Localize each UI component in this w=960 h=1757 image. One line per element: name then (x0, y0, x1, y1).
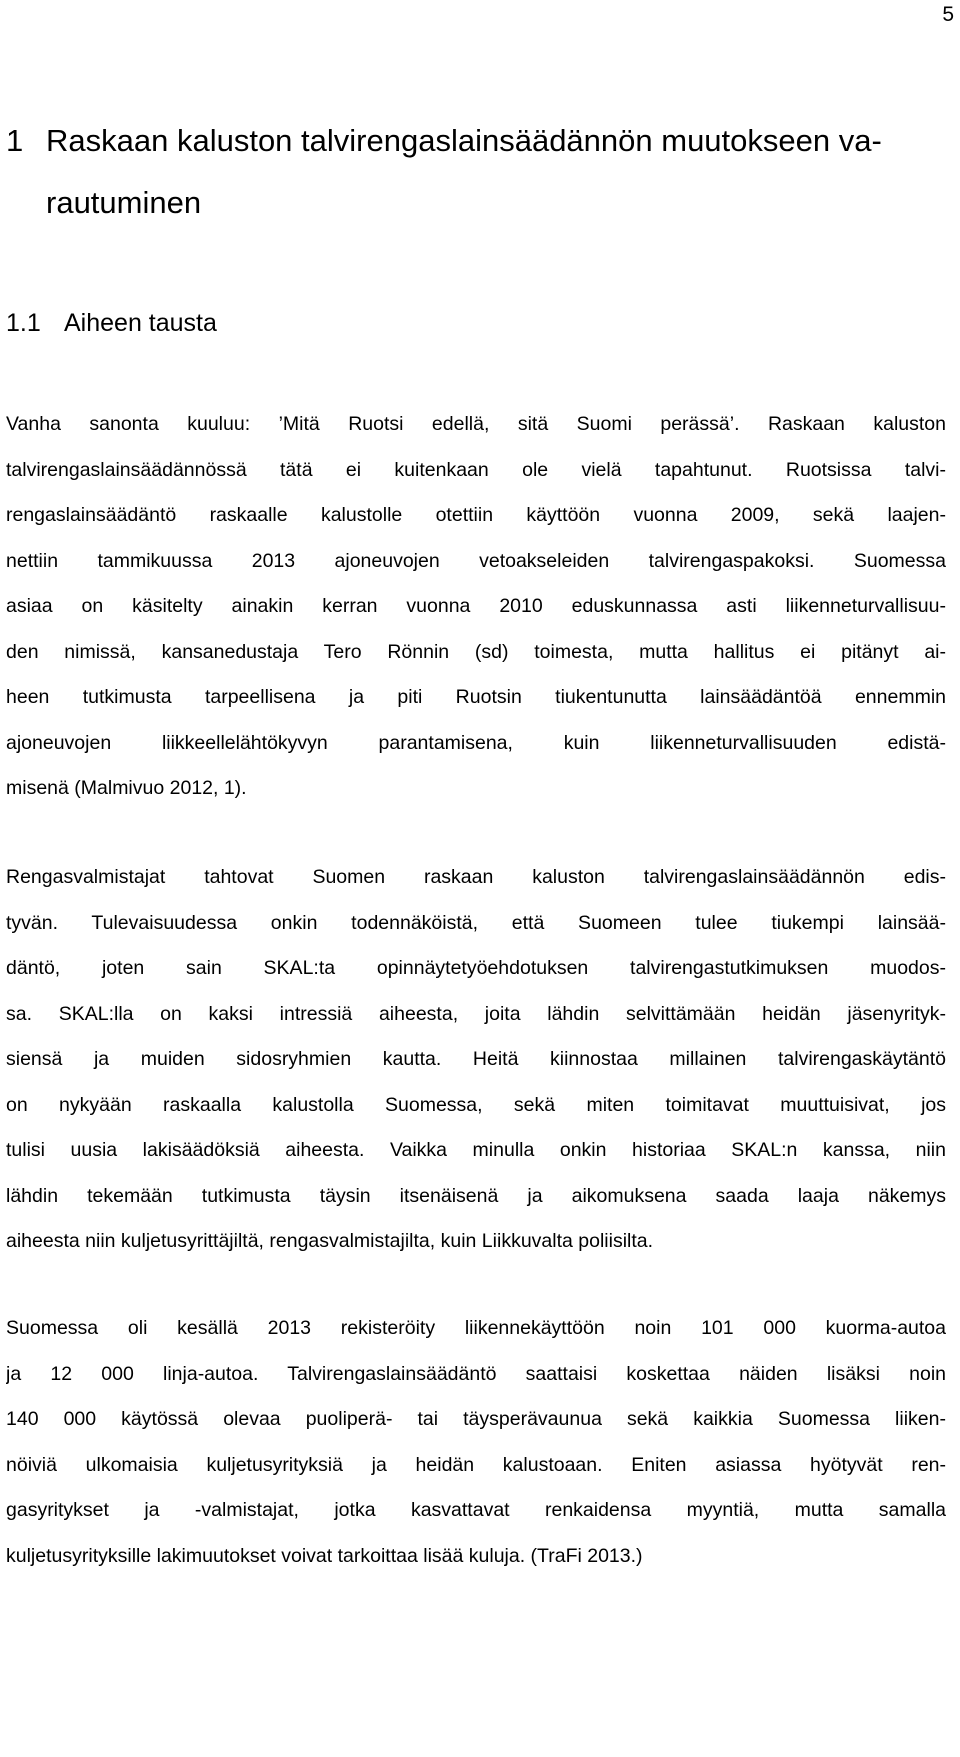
paragraph-2 (6, 855, 946, 1265)
section-number: 1.1 (6, 309, 41, 337)
paragraph-line: lähdin tekemään tutkimusta täysin itsenäisenä ja aikomuksena saada laaja näkemys (6, 1184, 946, 1207)
paragraph-line: rengaslainsäädäntö raskaalle kalustolle otettiin käyttöön vuonna 2009, sekä laajen- (6, 504, 946, 526)
section-heading (6, 306, 217, 341)
paragraph-line: on nykyään raskaalla kalustolla Suomessa, sekä miten toimitavat muuttuisivat, jos (6, 1093, 946, 1116)
paragraph-line: Rengasvalmistajat tahtovat Suomen raskaan kaluston talvirengaslainsäädännön edis- (6, 866, 946, 888)
paragraph-line: tulisi uusia lakisäädöksiä aiheesta. Vaikka minulla onkin historiaa SKAL:n kanssa, niin (6, 1139, 946, 1161)
paragraph-line: ajoneuvojen liikkeellelähtökyvyn parantamisena, kuin liikenneturvallisuuden edistä- (6, 731, 946, 754)
section-title: Aiheen tausta (64, 309, 217, 337)
paragraph-line: 140 000 käytössä olevaa puoliperä- tai täysperävaunua sekä kaikkia Suomessa liiken- (6, 1408, 946, 1430)
paragraph-line: misenä (Malmivuo 2012, 1). (6, 777, 247, 799)
paragraph-line: den nimissä, kansanedustaja Tero Rönnin (sd) toimesta, mutta hallitus ei pitänyt ai- (6, 640, 946, 663)
paragraph-line: däntö, joten sain SKAL:ta opinnäytetyöehdotuksen talvirengastutkimuksen muodos- (6, 957, 946, 979)
paragraph-line: talvirengaslainsäädännössä tätä ei kuitenkaan ole vielä tapahtunut. Ruotsissa talvi- (6, 458, 946, 481)
paragraph-line: kuljetusyrityksille lakimuutokset voivat tarkoittaa lisää kuluja. (TraFi 2013.) (6, 1544, 643, 1567)
chapter-heading (6, 110, 936, 234)
paragraph-1 (6, 402, 946, 812)
paragraph-line: sa. SKAL:lla on kaksi intressiä aiheesta, joita lähdin selvittämään heidän jäsenyrityk- (6, 1002, 946, 1025)
chapter-title-line: Raskaan kaluston talvirengaslainsäädännön muutokseen va- (46, 123, 882, 158)
paragraph-line: asiaa on käsitelty ainakin kerran vuonna 2010 eduskunnassa asti liikenneturvallisuu- (6, 595, 946, 617)
chapter-title (46, 110, 936, 234)
chapter-title-line: rautuminen (46, 185, 202, 220)
paragraph-line: heen tutkimusta tarpeellisena ja piti Ruotsin tiukentunutta lainsäädäntöä ennemmin (6, 686, 946, 708)
paragraph-line: ja 12 000 linja-autoa. Talvirengaslainsäädäntö saattaisi koskettaa näiden lisäksi noin (6, 1362, 946, 1385)
paragraph-3 (6, 1306, 946, 1579)
chapter-number: 1 (6, 123, 24, 158)
page-number: 5 (942, 3, 954, 26)
paragraph-line: Vanha sanonta kuuluu: ’Mitä Ruotsi edellä, sitä Suomi perässä’. Raskaan kaluston (6, 413, 946, 435)
paragraph-line: nöiviä ulkomaisia kuljetusyrityksiä ja heidän kalustoaan. Eniten asiassa hyötyvät ren- (6, 1453, 946, 1476)
paragraph-line: siensä ja muiden sidosryhmien kautta. Heitä kiinnostaa millainen talvirengaskäytäntö (6, 1048, 946, 1070)
paragraph-line: Suomessa oli kesällä 2013 rekisteröity liikennekäyttöön noin 101 000 kuorma-autoa (6, 1317, 946, 1339)
paragraph-line: gasyritykset ja -valmistajat, jotka kasvattavat renkaidensa myyntiä, mutta samalla (6, 1499, 946, 1521)
paragraph-line: aiheesta niin kuljetusyrittäjiltä, rengasvalmistajilta, kuin Liikkuvalta poliisilta. (6, 1230, 654, 1252)
paragraph-line: nettiin tammikuussa 2013 ajoneuvojen vetoakseleiden talvirengaspakoksi. Suomessa (6, 549, 946, 572)
paragraph-line: tyvän. Tulevaisuudessa onkin todennäköistä, että Suomeen tulee tiukempi lainsää- (6, 911, 946, 934)
